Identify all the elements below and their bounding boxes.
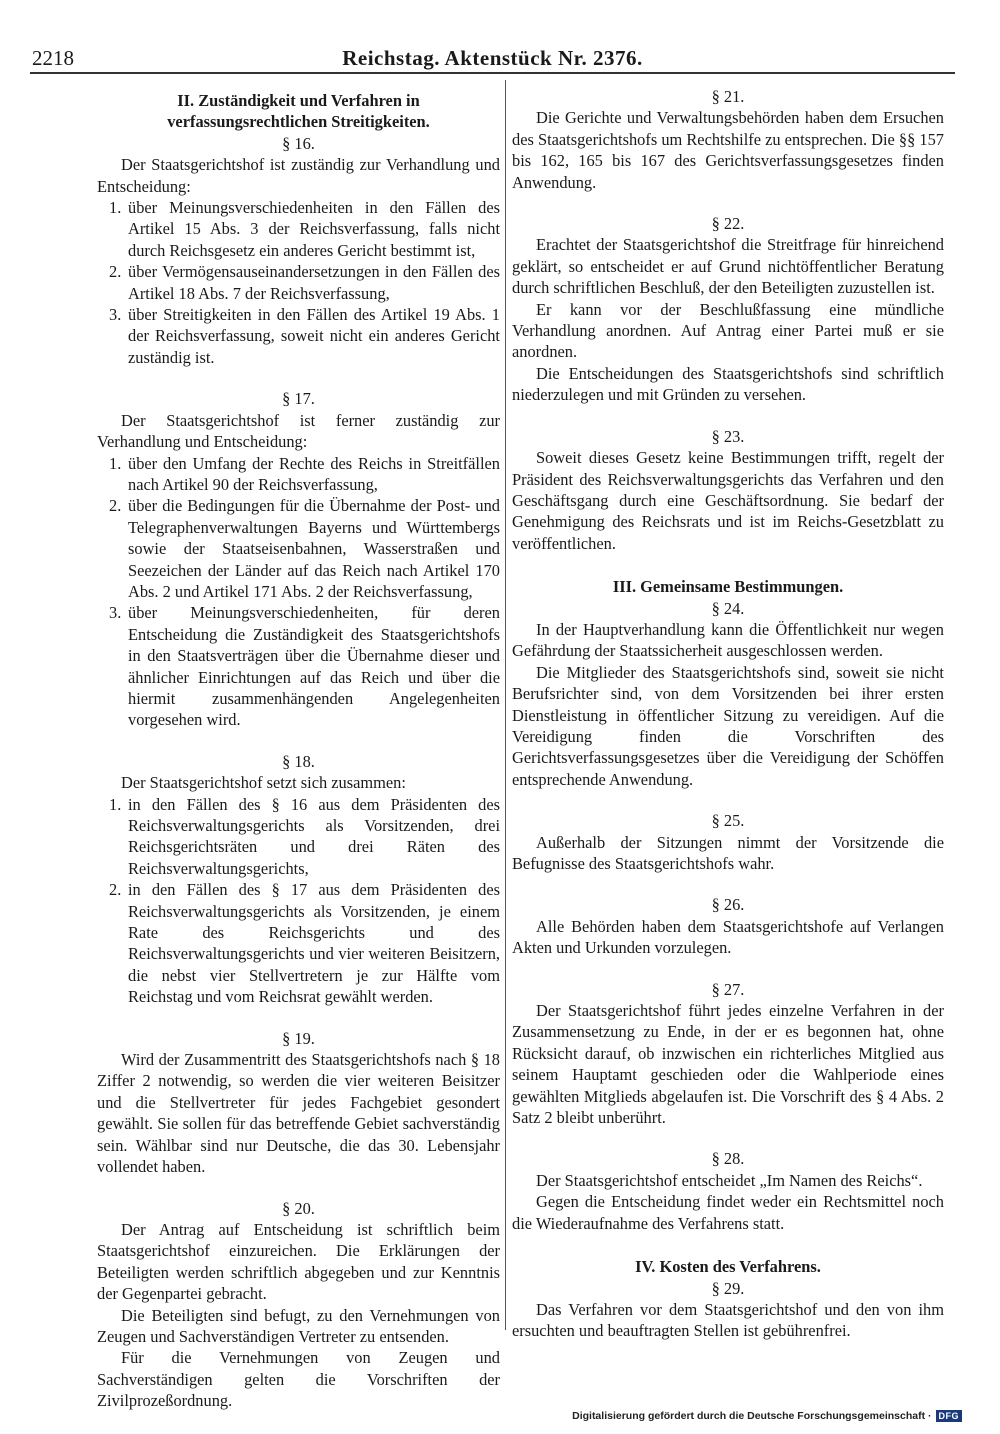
section-number: § 26. xyxy=(711,895,745,915)
item-text: in den Fällen des § 16 aus dem Präsidenten des Reichsverwaltungsgerichts als Vorsitzenden, drei Reichsgerichtsräten und drei Räten des Reichsverwaltungsgerichts, xyxy=(128,794,500,878)
item-number: 3. xyxy=(109,305,122,325)
section-number: § 16. xyxy=(282,133,315,153)
item-text: über Streitigkeiten in den Fällen des Artikel 19 Abs. 1 der Reichsverfassung, soweit nicht ein anderes Gericht zuständig ist. xyxy=(128,305,500,367)
list-item xyxy=(97,495,500,602)
header-rule xyxy=(30,72,955,74)
paragraph: Alle Behörden haben dem Staatsgerichtshofe auf Verlangen Akten und Urkunden vorzulegen. xyxy=(512,916,944,958)
chapter-heading: II. Zuständigkeit und Verfahren in verfassungsrechtlichen Streitigkeiten. xyxy=(167,91,430,132)
item-text: über Meinungsverschiedenheiten in den Fällen des Artikel 15 Abs. 3 der Reichsverfassung, falls nicht durch Reichsgesetz ein anderes Gericht bestimmt ist, xyxy=(128,198,500,260)
page-header xyxy=(30,44,955,70)
column-divider xyxy=(505,80,506,1330)
item-text: über die Bedingungen für die Übernahme der Post- und Telegraphenverwaltungen Bayerns und Württembergs sowie der Staatseisenbahnen, Wasserstraßen und Seezeichen der Länder auf das Reich nach Artikel 170 Abs. 2 und Artikel 171 Abs. 2 der Reichsverfassung, xyxy=(128,496,500,601)
paragraph: Erachtet der Staatsgerichtshof die Streitfrage für hinreichend geklärt, so entscheidet er auf Grund nichtöffentlicher Beratung durch schriftlichen Beschluß, der den Beteiligten zuzustellen ist. xyxy=(512,235,944,298)
page-number: 2218 xyxy=(32,46,74,70)
list-item xyxy=(97,602,500,730)
paragraph: In der Hauptverhandlung kann die Öffentlichkeit nur wegen Gefährdung der Staatssicherheit ausgeschlossen werden. xyxy=(512,619,944,661)
running-title: Reichstag. Aktenstück Nr. 2376. xyxy=(342,46,643,70)
item-number: 1. xyxy=(109,453,122,473)
paragraph: Der Antrag auf Entscheidung ist schriftlich beim Staatsgerichtshof einzureichen. Die Erklärungen der Beteiligten werden schriftlich abgegeben und zur Kenntnis der Gegenpartei gebracht. xyxy=(97,1219,500,1304)
paragraph: Die Entscheidungen des Staatsgerichtshofs sind schriftlich niederzulegen und mit Gründen zu versehen. xyxy=(512,363,944,405)
item-text: über den Umfang der Rechte des Reichs in Streitfällen nach Artikel 90 der Reichsverfassung, xyxy=(128,453,500,494)
section-number: § 29. xyxy=(711,1278,745,1298)
paragraph: Die Beteiligten sind befugt, zu den Vernehmungen von Zeugen und Sachverständigen Vertreter zu entsenden. xyxy=(97,1305,500,1346)
paragraph: Der Staatsgerichtshof ist ferner zuständig zur Verhandlung und Entscheidung: xyxy=(97,410,500,452)
footer-credit xyxy=(572,1410,962,1422)
item-text: über Vermögensauseinandersetzungen in den Fällen des Artikel 18 Abs. 7 der Reichsverfassung, xyxy=(128,262,500,303)
section-number: § 25. xyxy=(711,811,745,831)
paragraph: Wird der Zusammentritt des Staatsgerichtshofs nach § 18 Ziffer 2 notwendig, so werden die vier weiteren Beisitzer und die Stellvertreter für jedes Fachgebiet gesondert gewählt. Sie sollen für das betreffende Gebiet sachverständig sein. Wählbar sind nur Deutsche, die das 30. Lebensjahr vollendet haben. xyxy=(97,1050,500,1177)
section-number: § 24. xyxy=(711,598,745,618)
list-item xyxy=(97,794,500,880)
section-number: § 21. xyxy=(711,87,745,106)
item-text: über Meinungsverschiedenheiten, für deren Entscheidung die Zuständigkeit des Staatsgerichtshofs in den Staatsverträgen über die Übernahme dieser und ähnlicher Einrichtungen auf das Reich und über die hiermit zusammenhängenden Angelegenheiten vorgesehen wird. xyxy=(128,603,500,730)
item-number: 1. xyxy=(109,198,122,218)
paragraph: Soweit dieses Gesetz keine Bestimmungen trifft, regelt der Präsident des Reichsverwaltungsgerichts das Verfahren und den Geschäftsgang durch eine Geschäftsordnung. Sie bedarf der Genehmigung des Reichsrats und ist im Reichs-Gesetzblatt zu veröffentlichen. xyxy=(512,448,944,553)
paragraph: Gegen die Entscheidung findet weder ein Rechtsmittel noch die Wiederaufnahme des Verfahrens statt. xyxy=(512,1192,944,1233)
paragraph: Der Staatsgerichtshof entscheidet „Im Namen des Reichs“. xyxy=(536,1170,923,1190)
paragraph: Die Mitglieder des Staatsgerichtshofs sind, soweit sie nicht Berufsrichter sind, von dem Vorsitzenden bei ihrer ersten Dienstleistung in öffentlicher Sitzung zu vereidigen. Auf die Vereidigung finden die Vorschriften des Gerichtsverfassungsgesetzes über die Vereidigung der Schöffen entsprechende Anwendung. xyxy=(512,662,944,789)
list-item xyxy=(97,879,500,1007)
section-number: § 22. xyxy=(711,214,745,234)
section-number: § 19. xyxy=(282,1028,315,1048)
section-number: § 20. xyxy=(282,1198,315,1218)
item-number: 2. xyxy=(109,880,122,900)
paragraph: Außerhalb der Sitzungen nimmt der Vorsitzende die Befugnisse des Staatsgerichtshofs wahr. xyxy=(512,832,944,873)
list-item xyxy=(97,197,500,261)
item-number: 2. xyxy=(109,262,122,282)
paragraph: Er kann vor der Beschlußfassung eine mündliche Verhandlung anordnen. Auf Antrag einer Partei muß er sie anordnen. xyxy=(512,299,944,362)
paragraph: Der Staatsgerichtshof führt jedes einzelne Verfahren in der Zusammensetzung zu Ende, in der er es begonnen hat, ohne Rücksicht darauf, ob inzwischen ein richterliches Mitglied aus seinem Hauptamt geschieden oder die Wahlperiode eines gewählten Mitglieds abgelaufen ist. Die Vorschrift des § 4 Abs. 2 Satz 2 bleibt unberührt. xyxy=(512,1001,944,1128)
list-item xyxy=(97,304,500,368)
left-column xyxy=(97,86,500,1412)
item-number: 3. xyxy=(109,603,122,623)
right-column xyxy=(512,86,944,1342)
section-number: § 28. xyxy=(711,1149,745,1169)
section-number: § 23. xyxy=(711,426,745,446)
chapter-heading: III. Gemeinsame Bestimmungen. xyxy=(612,577,844,597)
paragraph: Der Staatsgerichtshof ist zuständig zur Verhandlung und Entscheidung: xyxy=(97,155,500,196)
list-item xyxy=(97,261,500,304)
section-number: § 17. xyxy=(282,389,315,409)
dfg-logo: DFG xyxy=(936,1410,963,1422)
credit-text: Digitalisierung gefördert durch die Deutsche Forschungsgemeinschaft · xyxy=(572,1410,932,1422)
paragraph: Für die Vernehmungen von Zeugen und Sachverständigen gelten die Vorschriften der Zivilprozeßordnung. xyxy=(97,1348,500,1411)
section-number: § 18. xyxy=(282,751,315,771)
paragraph: Das Verfahren vor dem Staatsgerichtshof und den von ihm ersuchten und beauftragten Stellen ist gebührenfrei. xyxy=(512,1299,944,1341)
section-number: § 27. xyxy=(711,979,745,999)
chapter-heading: IV. Kosten des Verfahrens. xyxy=(635,1257,821,1277)
paragraph: Die Gerichte und Verwaltungsbehörden haben dem Ersuchen des Staatsgerichtshofs um Rechtshilfe zu entsprechen. Die §§ 157 bis 162, 165 bis 167 des Gerichtsverfassungsgesetzes finden Anwendung. xyxy=(512,108,944,192)
item-number: 2. xyxy=(109,496,122,516)
item-number: 1. xyxy=(109,794,122,814)
list-item xyxy=(97,453,500,496)
paragraph: Der Staatsgerichtshof setzt sich zusammen: xyxy=(121,773,406,793)
item-text: in den Fällen des § 17 aus dem Präsidenten des Reichsverwaltungsgerichts als Vorsitzenden, je einem Rate des Reichsgerichts und des Reichsverwaltungsgerichts und vier weiteren Beisitzern, die nebst vier Stellvertretern je zur Hälfte vom Reichstag und vom Reichsrat gewählt werden. xyxy=(128,880,500,1007)
